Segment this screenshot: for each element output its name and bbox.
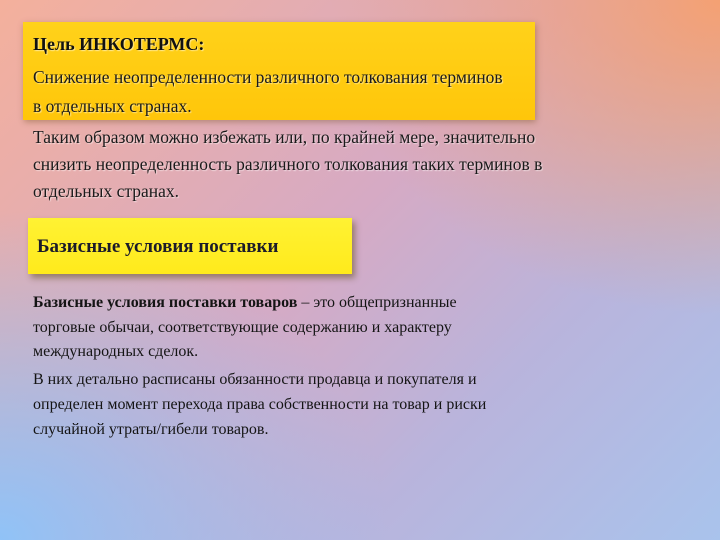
definition-term: Базисные условия поставки товаров	[33, 294, 298, 311]
section-title: Базисные условия поставки	[37, 236, 279, 257]
definition-line-1-rest: – это общепризнанные	[297, 294, 457, 311]
definition-line-2: торговые обычаи, соответствующие содержанию и характеру	[33, 319, 452, 336]
goal-line-3: Таким образом можно избежать или, по крайней мере, значительно	[33, 127, 536, 147]
goal-line-2: в отдельных странах.	[33, 96, 192, 116]
definition-line-4: В них детально расписаны обязанности продавца и покупателя и	[33, 371, 477, 388]
definition-line-6: случайной утраты/гибели товаров.	[33, 421, 269, 438]
goal-title: Цель ИНКОТЕРМС:	[33, 34, 205, 54]
goal-line-4: снизить неопределенность различного толкования таких терминов в	[33, 154, 543, 174]
definition-line-5: определен момент перехода права собственности на товар и риски	[33, 396, 487, 413]
goal-line-1: Снижение неопределенности различного толкования терминов	[33, 67, 503, 87]
definition-line-1	[33, 293, 457, 313]
definition-line-3: международных сделок.	[33, 343, 199, 360]
goal-line-5: отдельных странах.	[33, 181, 179, 201]
